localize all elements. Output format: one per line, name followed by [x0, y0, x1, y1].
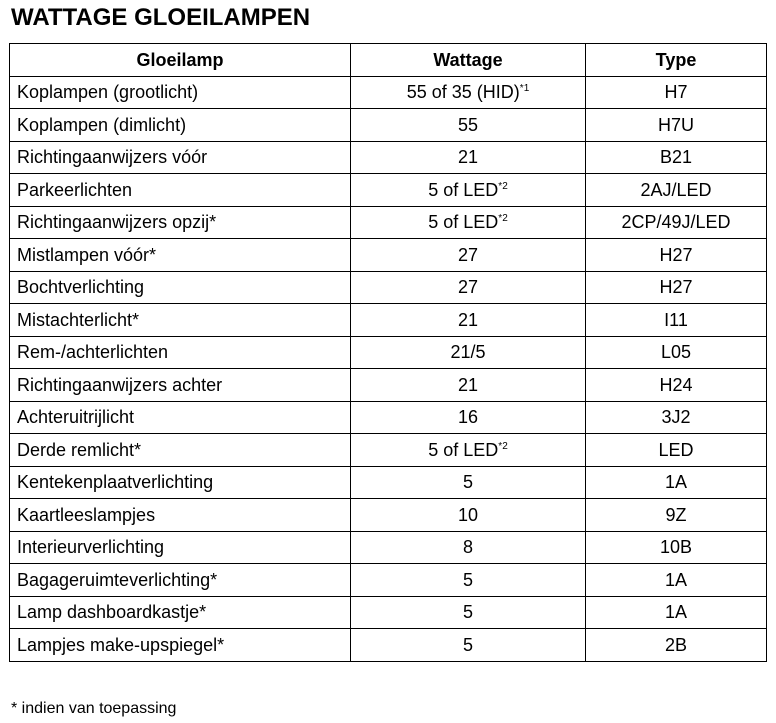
- wattage-cell: [351, 596, 586, 629]
- wattage-value: 21: [457, 374, 479, 395]
- type-cell: H27: [586, 271, 767, 304]
- table-row: [10, 76, 767, 109]
- wattage-value: 5: [462, 472, 473, 493]
- table-row: [10, 206, 767, 239]
- bulb-name-cell: Mistlampen vóór*: [10, 239, 351, 272]
- table-row: [10, 466, 767, 499]
- type-cell: H27: [586, 239, 767, 272]
- wattage-value: 27: [457, 277, 479, 298]
- type-cell: 3J2: [586, 401, 767, 434]
- type-cell: 2AJ/LED: [586, 174, 767, 207]
- bulb-name-cell: Rem-/achterlichten: [10, 336, 351, 369]
- wattage-cell: [351, 434, 586, 467]
- type-cell: 1A: [586, 466, 767, 499]
- table-header-row: [10, 44, 767, 77]
- table-row: [10, 239, 767, 272]
- wattage-value: 27: [457, 244, 479, 265]
- table-row: [10, 531, 767, 564]
- table-row: [10, 564, 767, 597]
- bulb-name-cell: Lampjes make-upspiegel*: [10, 629, 351, 662]
- wattage-value: 5: [462, 569, 473, 590]
- wattage-cell: [351, 206, 586, 239]
- wattage-cell: [351, 271, 586, 304]
- bulb-name-cell: Parkeerlichten: [10, 174, 351, 207]
- wattage-cell: [351, 76, 586, 109]
- type-cell: H24: [586, 369, 767, 402]
- wattage-value: 21: [457, 309, 479, 330]
- wattage-value: 5 of LED: [428, 212, 499, 233]
- footnote-marker: *2: [498, 213, 508, 225]
- wattage-cell: [351, 174, 586, 207]
- footnote-marker: *2: [498, 180, 508, 192]
- table-row: [10, 141, 767, 174]
- type-cell: 2CP/49J/LED: [586, 206, 767, 239]
- wattage-value: 21: [457, 147, 479, 168]
- type-cell: B21: [586, 141, 767, 174]
- wattage-cell: [351, 401, 586, 434]
- wattage-value: 5 of LED: [428, 439, 499, 460]
- table-row: [10, 596, 767, 629]
- table-row: [10, 369, 767, 402]
- bulb-name-cell: Kentekenplaatverlichting: [10, 466, 351, 499]
- type-cell: 9Z: [586, 499, 767, 532]
- bulb-wattage-table: [9, 43, 767, 662]
- wattage-cell: [351, 499, 586, 532]
- wattage-cell: [351, 531, 586, 564]
- bulb-name-cell: Interieurverlichting: [10, 531, 351, 564]
- footnote-marker: *1: [519, 83, 530, 95]
- footnote-marker: *2: [498, 440, 508, 452]
- wattage-value: 8: [462, 537, 473, 558]
- bulb-name-cell: Bochtverlichting: [10, 271, 351, 304]
- table-row: [10, 109, 767, 142]
- table-row: [10, 304, 767, 337]
- wattage-cell: [351, 336, 586, 369]
- wattage-cell: [351, 141, 586, 174]
- table-row: [10, 499, 767, 532]
- bulb-name-cell: Achteruitrijlicht: [10, 401, 351, 434]
- bulb-name-cell: Bagageruimteverlichting*: [10, 564, 351, 597]
- bulb-name-cell: Richtingaanwijzers vóór: [10, 141, 351, 174]
- table-row: [10, 336, 767, 369]
- wattage-cell: [351, 466, 586, 499]
- type-cell: H7: [586, 76, 767, 109]
- table-row: [10, 174, 767, 207]
- table-row: [10, 629, 767, 662]
- type-cell: 2B: [586, 629, 767, 662]
- type-cell: I11: [586, 304, 767, 337]
- bulb-name-cell: Richtingaanwijzers opzij*: [10, 206, 351, 239]
- wattage-value: 5: [462, 634, 473, 655]
- wattage-value: 21/5: [450, 342, 486, 363]
- wattage-value: 5 of LED: [428, 179, 499, 200]
- wattage-cell: [351, 629, 586, 662]
- wattage-value: 55: [457, 114, 479, 135]
- wattage-cell: [351, 304, 586, 337]
- wattage-value: 5: [462, 602, 473, 623]
- type-cell: L05: [586, 336, 767, 369]
- type-cell: 1A: [586, 596, 767, 629]
- type-cell: 1A: [586, 564, 767, 597]
- bulb-name-cell: Derde remlicht*: [10, 434, 351, 467]
- column-header-bulb: Gloeilamp: [10, 44, 351, 77]
- wattage-value: 55 of 35 (HID): [406, 82, 520, 103]
- wattage-cell: [351, 239, 586, 272]
- page-title: WATTAGE GLOEILAMPEN: [11, 4, 311, 31]
- column-header-type: Type: [586, 44, 767, 77]
- type-cell: 10B: [586, 531, 767, 564]
- table-row: [10, 401, 767, 434]
- wattage-value: 16: [457, 407, 479, 428]
- table-row: [10, 271, 767, 304]
- footnote: * indien van toepassing: [11, 700, 177, 717]
- table-row: [10, 434, 767, 467]
- bulb-name-cell: Lamp dashboardkastje*: [10, 596, 351, 629]
- bulb-name-cell: Kaartleeslampjes: [10, 499, 351, 532]
- wattage-cell: [351, 369, 586, 402]
- wattage-cell: [351, 109, 586, 142]
- bulb-name-cell: Koplampen (grootlicht): [10, 76, 351, 109]
- type-cell: H7U: [586, 109, 767, 142]
- bulb-name-cell: Mistachterlicht*: [10, 304, 351, 337]
- type-cell: LED: [586, 434, 767, 467]
- bulb-name-cell: Richtingaanwijzers achter: [10, 369, 351, 402]
- bulb-name-cell: Koplampen (dimlicht): [10, 109, 351, 142]
- column-header-wattage: Wattage: [351, 44, 586, 77]
- wattage-cell: [351, 564, 586, 597]
- wattage-value: 10: [457, 504, 479, 525]
